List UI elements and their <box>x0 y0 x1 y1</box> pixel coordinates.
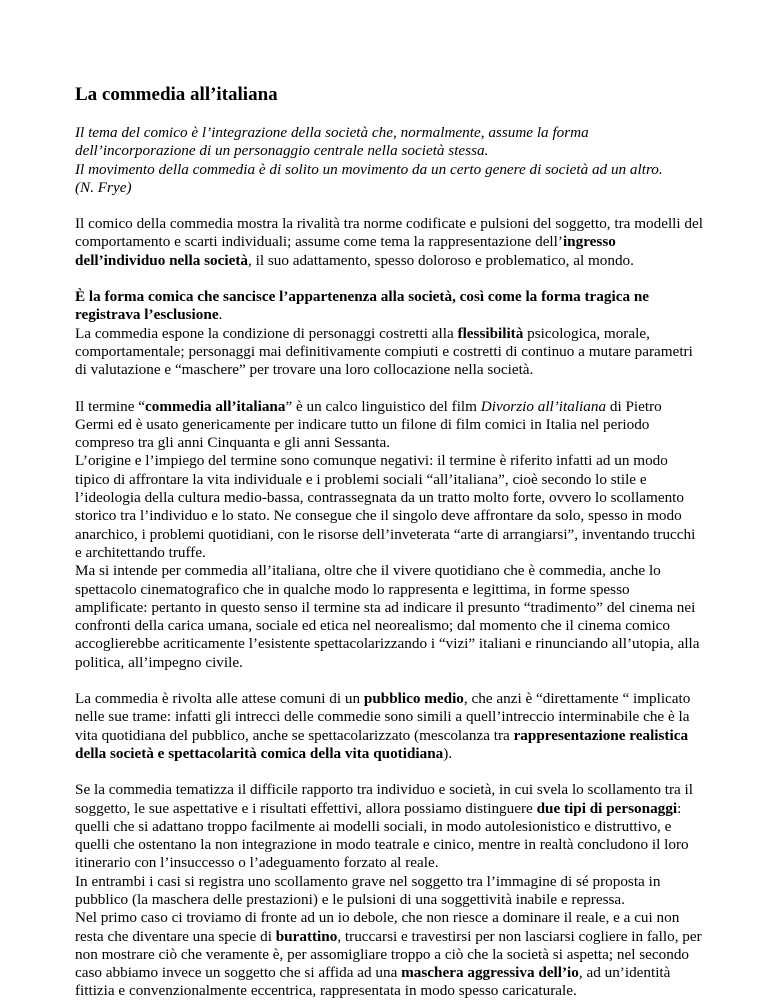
paragraph-2 <box>75 288 704 379</box>
p1-bold-ingresso: ingresso dell’individuo nella società <box>75 233 616 269</box>
paragraph-1 <box>75 215 704 270</box>
paragraph-3 <box>75 398 704 672</box>
p1-text-a: Il comico della commedia mostra la rivalità tra norme codificate e pulsioni del soggetto, tra modelli del comportamento e scarti individuali; assume come tema la rappresentazione dell’ <box>75 215 703 251</box>
p3-bold-commedia: commedia all’italiana <box>145 397 286 415</box>
epigraph <box>75 124 704 197</box>
p5-text-i: , ad un’identità fittizia e convenzionalmente eccentrica, rappresentata in modo spesso caricaturale. <box>75 964 671 1000</box>
p4-bold-rappresentazione: rappresentazione realistica della società e spettacolarità comica della vita quotidiana <box>75 726 689 762</box>
p3-text-f: L’origine e l’impiego del termine sono comunque negativi: il termine è riferito infatti ad un modo tipico di affrontare la vita individuale e i problemi sociali “all’italiana”, cioè secondo lo stile e l’ideologia della cultura medio-bassa, contrassegnata da un tratto molto forte, ovvero lo scollamento storico tra l’individuo e lo stato. Ne consegue che il singolo deve affrontare da solo, spesso in modo anarchico, i problemi quotidiani, con le risorse dell’inveterata “arte di arrangiarsi”, inventando trucchi e architettando truffe. <box>75 452 696 561</box>
document-title: La commedia all’italiana <box>75 84 278 105</box>
p2-period: . <box>218 306 223 324</box>
p2-text-e: psicologica, morale, comportamentale; personaggi mai definitivamente compiuti e costretti di continuo a mutare parametri di valutazione e “maschere” per trovare una loro collocazione nella società. <box>75 324 693 379</box>
p2-text-c: La commedia espone la condizione di personaggi costretti alla <box>75 324 458 342</box>
p5-text-e: Nel primo caso ci troviamo di fronte ad un io debole, che non riesce a dominare il reale, e a cui non resta che diventare una specie di <box>75 909 680 945</box>
p4-text-a: La commedia è rivolta alle attese comuni di un <box>75 690 364 708</box>
p5-bold-burattino: burattino <box>275 927 338 945</box>
p5-bold-due-tipi: due tipi di personaggi <box>536 799 678 817</box>
p5-bold-maschera: maschera aggressiva dell’io <box>401 964 579 982</box>
p4-text-e: ). <box>443 744 453 762</box>
p3-text-e: di Pietro Germi ed è usato genericamente per indicare tutto un filone di film comici in Italia nel periodo compreso tra gli anni Cinquanta e gli anni Sessanta. <box>75 397 662 452</box>
p4-bold-pubblico: pubblico medio <box>363 690 464 708</box>
p3-text-a: Il termine “ <box>75 397 145 415</box>
p3-film-title: Divorzio all’italiana <box>480 397 607 415</box>
epigraph-line-2: dell’incorporazione di un personaggio centrale nella società stessa. <box>75 142 489 160</box>
p5-text-c: : quelli che si adattano troppo facilmente ai modelli sociali, in modo autolesionistico e distruttivo, e quelli che ostentano la non integrazione in modo teatrale e cinico, mentre in realtà concludono il loro itinerario con l’insuccesso o l’adeguamento forzato al reale. <box>75 799 689 872</box>
paragraph-4 <box>75 690 704 763</box>
p4-text-c: , che anzi è “direttamente “ implicato nelle sue trame: infatti gli intrecci delle commedie sono simili a quell’intreccio interminabile che è la vita quotidiana del pubblico, anche se spettacolarizzato (mescolanza tra <box>75 690 691 744</box>
p3-text-c: ” è un calco linguistico del film <box>285 397 481 415</box>
epigraph-line-1: Il tema del comico è l’integrazione della società che, normalmente, assume la forma <box>75 124 589 141</box>
p5-text-a: Se la commedia tematizza il difficile rapporto tra individuo e società, in cui svela lo scollamento tra il soggetto, le sue aspettative e i risultati effettivi, allora possiamo distinguere <box>75 781 693 817</box>
paragraph-5 <box>75 781 704 1001</box>
p3-text-g: Ma si intende per commedia all’italiana, oltre che il vivere quotidiano che è commedia, anche lo spettacolo cinematografico che in qualche modo lo rappresenta e legittima, in forme spesso amplificate: pertanto in questo senso il termine sta ad indicare il presunto “tradimento” del cinema nei confronti della carica umana, sociale ed etica nel neorealismo; dal momento che il cinema comico accoglierebbe acriticamente l’esistente spettacolarizzando i “vizi” italiani e rinunciando all’utopia, alla politica, all’impegno civile. <box>75 562 700 671</box>
p5-text-d: In entrambi i casi si registra uno scollamento grave nel soggetto tra l’immagine di sé proposta in pubblico (la maschera delle prestazioni) e le pulsioni di una soggettività inabile e repressa. <box>75 872 661 908</box>
epigraph-line-3: Il movimento della commedia è di solito un movimento da un certo genere di società ad un altro. <box>75 160 663 178</box>
p5-text-g: , truccarsi e travestirsi per non lasciarsi cogliere in fallo, per non mostrare ciò che veramente è, per assomigliare troppo a ciò che la società si aspetta; nel secondo caso abbiamo invece un soggetto che si affida ad una <box>75 927 702 982</box>
p2-bold-flessibilita: flessibilità <box>457 324 524 342</box>
p2-bold-statement: È la forma comica che sancisce l’appartenenza alla società, così come la forma tragica ne registrava l’esclusione <box>75 288 650 324</box>
epigraph-author: (N. Frye) <box>75 178 132 196</box>
p1-text-c: , il suo adattamento, spesso doloroso e problematico, al mondo. <box>248 251 634 269</box>
